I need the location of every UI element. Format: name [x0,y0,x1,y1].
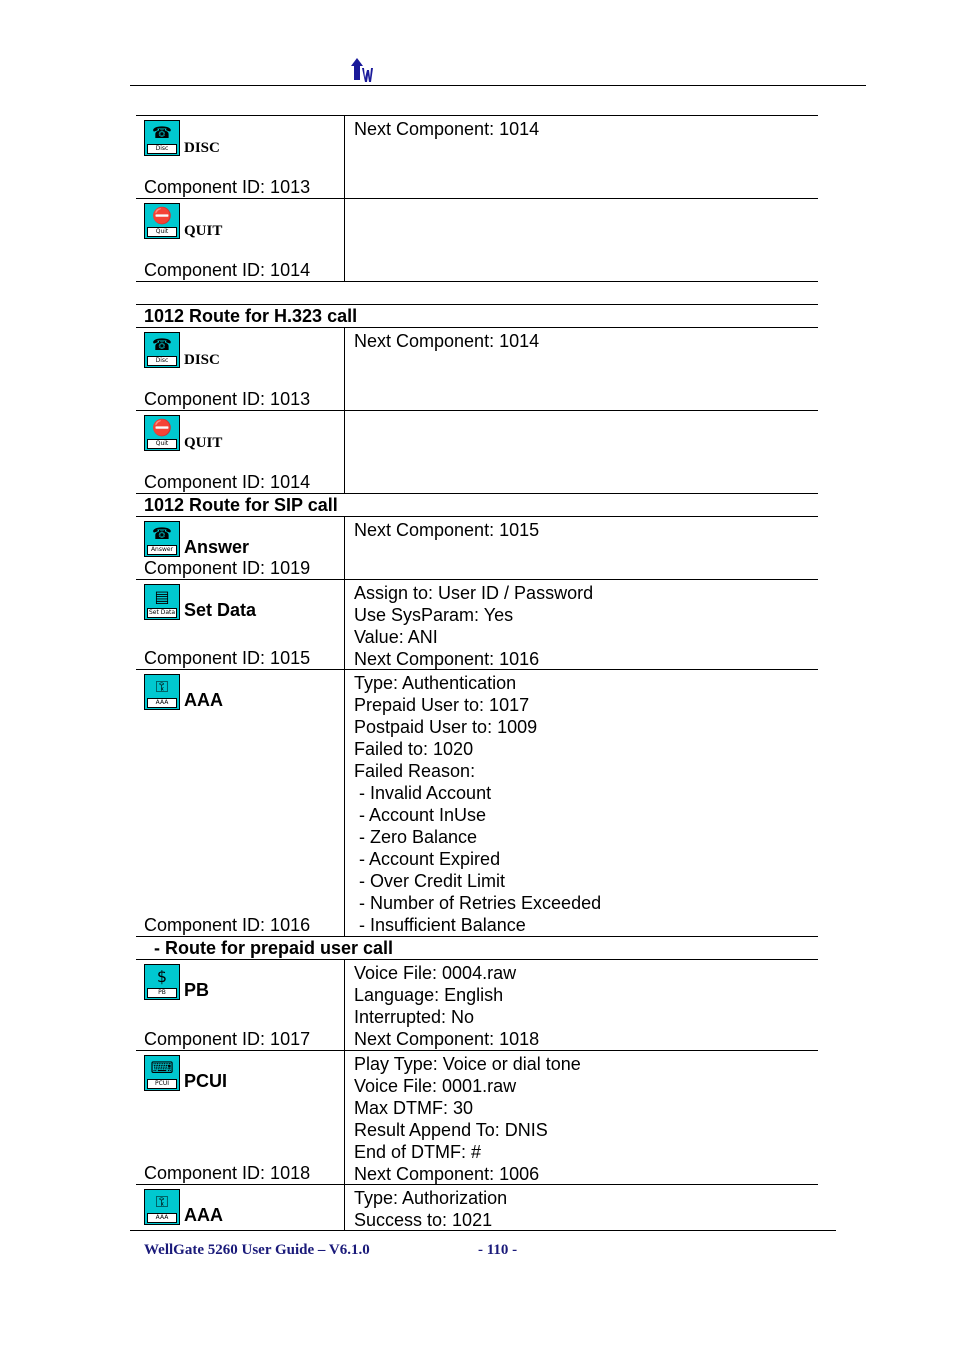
component-details [345,960,818,1050]
component-name: Set Data [184,600,257,620]
icon-caption: PCUI [147,1079,177,1089]
component-header [144,1189,344,1225]
icon-glyph: ☎ [152,335,172,354]
component-id: Component ID: 1018 [144,1163,311,1183]
table-row [136,516,818,579]
answer-icon [144,521,180,557]
detail-line: Success to: 1021 [354,1210,493,1230]
icon-caption: Set Data [148,609,176,616]
table-row [136,1184,818,1231]
table-row [136,327,818,410]
icon-caption: Answer [147,545,177,555]
detail-line: - Zero Balance [354,827,478,847]
component-header [144,120,344,156]
component-header [144,964,344,1000]
component-header [144,332,344,368]
icon-glyph: ☎ [152,123,172,142]
component-id: Component ID: 1015 [144,648,311,668]
icon-caption: Quit [147,227,177,237]
table-row [136,959,818,1050]
icon-glyph: ⌨ [150,1058,174,1077]
detail-line: Type: Authentication [354,673,517,693]
icon-caption: AAA [147,698,177,708]
table-row [136,410,818,493]
component-name: Answer [184,537,250,557]
detail-line: Failed to: 1020 [354,739,474,759]
icon-glyph: ▤ [154,587,170,606]
component-details [345,116,818,198]
detail-line: - Account InUse [354,805,487,825]
detail-line: - Invalid Account [354,783,492,803]
component-header [144,1055,344,1091]
component-cell [136,1185,345,1230]
detail-line: Type: Authorization [354,1188,508,1208]
component-details [345,411,818,493]
welltech-logo-icon [349,56,379,84]
component-details [345,1185,818,1230]
detail-line: Interrupted: No [354,1007,475,1027]
component-cell [136,670,345,936]
component-name: DISC [184,352,220,368]
component-cell [136,328,345,410]
header-rule [130,85,866,86]
detail-line: Assign to: User ID / Password [354,583,594,603]
set-data-icon [144,584,180,620]
component-name: PB [184,980,210,1000]
component-header [144,203,344,239]
component-cell [136,1051,345,1184]
aaa-icon [144,1189,180,1225]
component-name: QUIT [184,435,223,451]
detail-line: Postpaid User to: 1009 [354,717,538,737]
icon-glyph: ⚿ [155,677,169,696]
component-id: Component ID: 1016 [144,915,311,935]
component-id: Component ID: 1014 [144,260,311,280]
icon-caption: AAA [147,1213,177,1223]
component-name: DISC [184,140,220,156]
icon-glyph: ⛔ [152,418,172,437]
flow-table [136,115,818,1231]
component-name: QUIT [184,223,223,239]
quit-icon [144,415,180,451]
icon-caption: Disc [147,144,177,154]
detail-line: Next Component: 1016 [354,649,540,669]
table-row [136,669,818,936]
component-cell [136,580,345,669]
detail-line: End of DTMF: # [354,1142,482,1162]
component-details [345,517,818,579]
component-header [144,415,344,451]
icon-glyph: ⚿ [155,1192,169,1211]
detail-line: Next Component: 1015 [354,520,540,540]
icon-caption: PB [147,988,177,998]
detail-line: Next Component: 1018 [354,1029,540,1049]
component-details [345,199,818,281]
icon-caption: Quit [147,439,177,449]
component-details [345,670,818,936]
detail-line: Play Type: Voice or dial tone [354,1054,581,1074]
table-row [136,198,818,281]
component-details [345,328,818,410]
pb-icon [144,964,180,1000]
section-heading: 1012 Route for H.323 call [136,304,818,327]
component-cell [136,116,345,198]
icon-caption: Disc [147,356,177,366]
table-row [136,115,818,198]
component-name: AAA [184,690,223,710]
quit-icon [144,203,180,239]
component-details [345,1051,818,1184]
component-header [144,521,344,557]
component-header [144,674,344,710]
detail-line: Prepaid User to: 1017 [354,695,530,715]
detail-line: Voice File: 0004.raw [354,963,517,983]
footer-rule [130,1230,836,1231]
component-name: AAA [184,1205,223,1225]
detail-line: Result Append To: DNIS [354,1120,548,1140]
component-id: Component ID: 1014 [144,472,311,492]
table-row [136,579,818,669]
component-name: PCUI [184,1071,228,1091]
icon-glyph: ☎ [152,524,172,543]
icon-glyph: ⛔ [152,206,172,225]
pcui-icon [144,1055,180,1091]
section-heading: 1012 Route for SIP call [136,493,818,516]
detail-line: Value: ANI [354,627,438,647]
detail-line: Failed Reason: [354,761,476,781]
component-cell [136,960,345,1050]
detail-line: - Account Expired [354,849,501,869]
component-header [144,584,344,620]
section-heading: - Route for prepaid user call [136,936,818,959]
component-id: Component ID: 1019 [144,558,311,578]
component-cell [136,199,345,281]
detail-line: Use SysParam: Yes [354,605,514,625]
detail-line: Language: English [354,985,504,1005]
component-details [345,580,818,669]
detail-line: Next Component: 1014 [354,119,540,139]
icon-glyph: $ [156,967,168,986]
aaa-icon [144,674,180,710]
table-row [136,1050,818,1184]
table-spacer [136,281,818,304]
detail-line: - Number of Retries Exceeded [354,893,602,913]
component-cell [136,411,345,493]
component-id: Component ID: 1013 [144,389,311,409]
detail-line: Voice File: 0001.raw [354,1076,517,1096]
detail-line: Max DTMF: 30 [354,1098,474,1118]
detail-line: Next Component: 1006 [354,1164,540,1184]
component-cell [136,517,345,579]
footer-title: WellGate 5260 User Guide – V6.1.0 [144,1242,370,1258]
disc-icon [144,120,180,156]
component-id: Component ID: 1017 [144,1029,311,1049]
disc-icon [144,332,180,368]
page-number: - 110 - [478,1242,518,1258]
component-id: Component ID: 1013 [144,177,311,197]
detail-line: - Over Credit Limit [354,871,506,891]
detail-line: Next Component: 1014 [354,331,540,351]
detail-line: - Insufficient Balance [354,915,526,935]
